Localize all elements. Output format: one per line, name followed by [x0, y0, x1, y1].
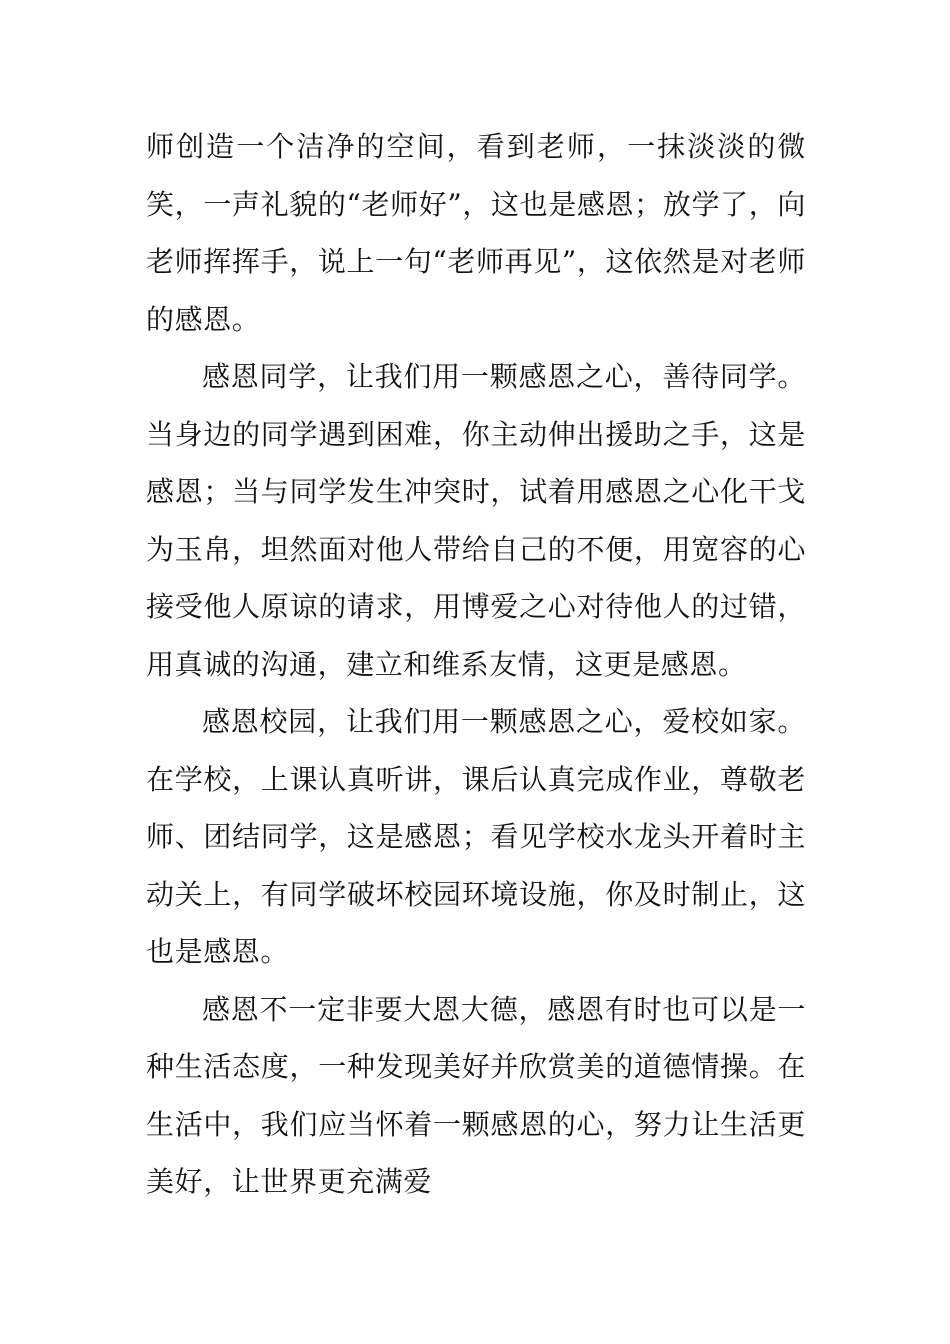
paragraph-gratitude-classmates: 感恩同学，让我们用一颗感恩之心，善待同学。当身边的同学遇到困难，你主动伸出援助之手，这是感恩；当与同学发生冲突时，试着用感恩之心化干戈为玉帛，坦然面对他人带给自己的不便，用宽容的心接受他人原谅的请求，用博爱之心对待他人的过错，用真诚的沟通，建立和维系友情，这更是感恩。: [146, 360, 806, 681]
paragraph-gratitude-attitude: 感恩不一定非要大恩大德，感恩有时也可以是一种生活态度，一种发现美好并欣赏美的道德情操。在生活中，我们应当怀着一颗感恩的心，努力让生活更美好，让世界更充满爱: [146, 992, 806, 1198]
paragraph-gratitude-campus: 感恩校园，让我们用一颗感恩之心，爱校如家。在学校，上课认真听讲，课后认真完成作业，尊敬老师、团结同学，这是感恩；看见学校水龙头开着时主动关上，有同学破坏校园环境设施，你及时制止，这也是感恩。: [146, 705, 806, 968]
paragraph-continuation: 师创造一个洁净的空间，看到老师，一抹淡淡的微笑，一声礼貌的“老师好”，这也是感恩；放学了，向老师挥挥手，说上一句“老师再见”，这依然是对老师的感恩。: [146, 130, 806, 336]
document-body: [146, 118, 806, 1211]
